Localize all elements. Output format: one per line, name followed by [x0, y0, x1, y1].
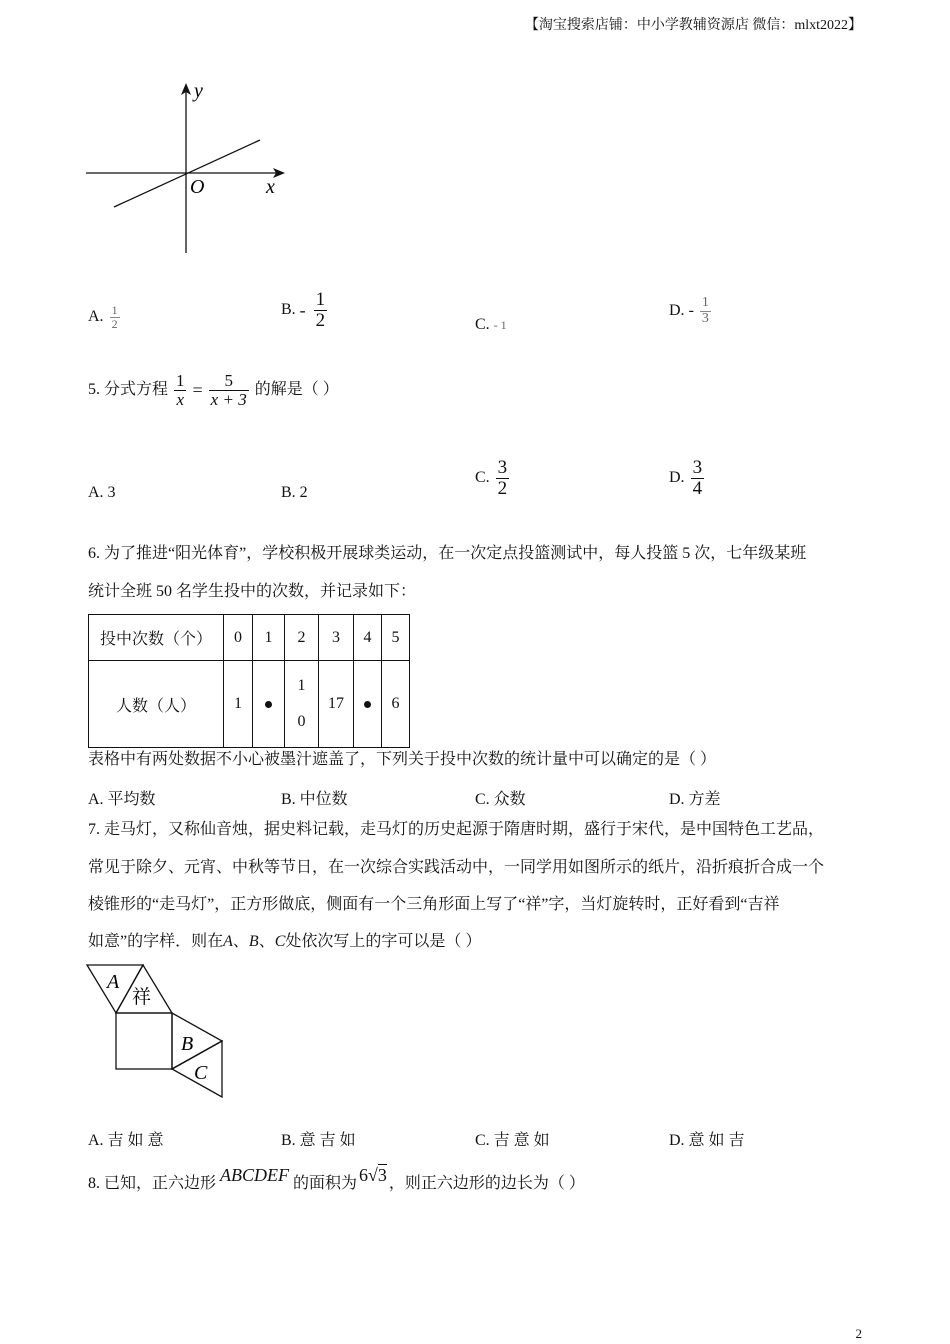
q6-option-a: A. 平均数 — [88, 791, 156, 808]
q8-mid: 的面积为 — [293, 1175, 358, 1192]
table-cell — [285, 661, 319, 748]
q5-option-c — [475, 458, 511, 499]
q7-line-4-pre: 如意”的字样．则在 — [88, 933, 224, 950]
q5-suffix: 的解是（ ） — [254, 381, 339, 399]
q6-option-c: C. 众数 — [475, 791, 526, 808]
q4-a-denominator: 2 — [111, 316, 118, 331]
q4-option-b-label: B. — [281, 301, 296, 319]
q5-c-denominator: 2 — [497, 477, 508, 499]
q6-option-b: B. 中位数 — [281, 791, 348, 808]
question-5 — [88, 372, 339, 409]
q4-option-c — [475, 316, 507, 334]
table-header-cell: 投中次数（个） — [89, 615, 224, 661]
table-cell: 4 — [354, 615, 382, 661]
shooting-stats-table — [88, 614, 410, 748]
q8-radicand: 3 — [377, 1165, 387, 1185]
q7-letter-b: B — [248, 933, 259, 950]
q5-option-c-fraction — [496, 458, 510, 499]
question-8 — [88, 1164, 585, 1202]
net-label-a: A — [107, 971, 120, 993]
q8-prefix: 8. 已知，正六边形 — [88, 1175, 217, 1192]
table-cell: 17 — [319, 661, 354, 748]
table-cell: 1 — [224, 661, 253, 748]
q7-line-4-post: 处依次写上的字可以是（ ） — [285, 933, 482, 950]
q7-sep: 、 — [232, 933, 249, 950]
q8-area-value — [359, 1165, 387, 1185]
ink-blot-icon — [364, 701, 371, 708]
q7-letter-a: A — [223, 933, 233, 950]
page-header: 【淘宝搜索店铺：中小学教辅资源店 微信：mlxt2022】 — [524, 18, 862, 33]
q7-option-b: B. 意 吉 如 — [281, 1132, 356, 1149]
q4-option-a-fraction — [110, 304, 120, 330]
ink-covered-cell — [253, 661, 285, 748]
q7-line-1: 7. 走马灯，又称仙音烛，据史料记载，走马灯的历史起源于隋唐时期，盛行于宋代，是中国特色工艺品， — [88, 821, 825, 838]
q6-question: 表格中有两处数据不小心被墨汁遮盖了，下列关于投中次数的统计量中可以确定的是（ ） — [88, 751, 717, 768]
origin-label: O — [190, 176, 205, 198]
table-cell: 5 — [382, 615, 410, 661]
q7-option-d: D. 意 如 吉 — [669, 1132, 745, 1149]
q4-d-denominator: 3 — [701, 310, 709, 326]
q5-prefix: 5. 分式方程 — [88, 381, 169, 399]
cell-digit-bottom: 0 — [297, 713, 306, 730]
table-cell: 2 — [285, 615, 319, 661]
q7-option-c: C. 吉 意 如 — [475, 1132, 550, 1149]
q4-b-denominator: 2 — [315, 309, 326, 331]
q7-letter-c: C — [274, 933, 286, 950]
q4-option-b-fraction — [314, 290, 328, 331]
q4-d-numerator: 1 — [701, 295, 709, 310]
q4-option-d-fraction — [700, 296, 711, 326]
q7-option-a: A. 吉 如 意 — [88, 1132, 164, 1149]
q7-sep: 、 — [258, 933, 275, 950]
net-label-xiang: 祥 — [132, 986, 152, 1008]
q5-lhs-fraction — [174, 372, 187, 409]
q8-coefficient: 6 — [359, 1165, 369, 1185]
q6-line-2: 统计全班 50 名学生投中的次数，并记录如下： — [88, 583, 417, 600]
q5-option-d-label: D. — [669, 469, 685, 487]
q4-option-d-label: D. — [669, 301, 685, 319]
net-label-b: B — [181, 1033, 194, 1055]
q7-line-4 — [88, 924, 481, 960]
q4-option-b — [281, 290, 329, 331]
cell-digit-top: 1 — [297, 677, 306, 694]
q5-equals: = — [192, 379, 203, 400]
q5-option-c-label: C. — [475, 469, 490, 487]
q5-d-numerator: 3 — [692, 457, 703, 478]
q6-line-1: 6. 为了推进“阳光体育”，学校积极开展球类运动，在一次定点投篮测试中，每人投篮 5 次，七年级某班 — [88, 545, 807, 562]
q4-d-sign: - — [688, 302, 694, 320]
q4-option-d — [669, 296, 713, 326]
q5-lhs-denominator: x — [176, 389, 185, 409]
q4-option-a-label: A. — [88, 307, 104, 325]
y-axis-label: y — [194, 80, 203, 102]
line-graph-figure — [80, 75, 300, 260]
q4-b-sign: - — [299, 299, 306, 320]
q6-option-d: D. 方差 — [669, 791, 721, 808]
table-row — [89, 661, 410, 748]
q5-option-a: A. 3 — [88, 484, 116, 501]
lantern-net-figure — [84, 962, 229, 1104]
q5-c-numerator: 3 — [497, 457, 508, 478]
q4-option-a — [88, 304, 122, 330]
ink-blot-icon — [265, 701, 272, 708]
q5-d-denominator: 4 — [692, 477, 703, 499]
table-cell: 1 — [253, 615, 285, 661]
table-header-cell: 人数（人） — [89, 661, 224, 748]
table-row — [89, 615, 410, 661]
q5-rhs-fraction — [209, 372, 249, 409]
q7-line-2: 常见于除夕、元宵、中秋等节日，在一次综合实践活动中，一同学用如图所示的纸片，沿折痕折合成一个 — [88, 859, 825, 876]
table-cell: 6 — [382, 661, 410, 748]
q4-b-numerator: 1 — [315, 289, 326, 310]
q4-c-value: - 1 — [493, 317, 507, 332]
sqrt-icon: √ — [368, 1165, 378, 1185]
q7-line-3: 棱锥形的“走马灯”，正方形做底，侧面有一个三角形面上写了“祥”字，当灯旋转时，正好看到“吉祥 — [88, 896, 780, 913]
q5-rhs-denominator: x + 3 — [210, 389, 247, 409]
square-base — [116, 1013, 172, 1069]
q5-lhs-numerator: 1 — [176, 371, 185, 390]
table-cell: 3 — [319, 615, 354, 661]
net-label-c: C — [194, 1062, 208, 1084]
x-axis-label: x — [266, 176, 275, 198]
ink-covered-cell — [354, 661, 382, 748]
table-cell: 0 — [224, 615, 253, 661]
q5-option-d — [669, 458, 706, 499]
q4-a-numerator: 1 — [111, 303, 118, 317]
q4-option-c-label: C. — [475, 316, 490, 333]
page-number: 2 — [855, 1326, 862, 1341]
triangle-b — [172, 1013, 222, 1069]
q8-hexagon-name: ABCDEF — [220, 1165, 290, 1185]
q5-rhs-numerator: 5 — [224, 371, 233, 390]
q8-suffix: ，则正六边形的边长为（ ） — [388, 1175, 585, 1192]
q5-option-d-fraction — [691, 458, 705, 499]
q5-option-b: B. 2 — [281, 484, 308, 501]
